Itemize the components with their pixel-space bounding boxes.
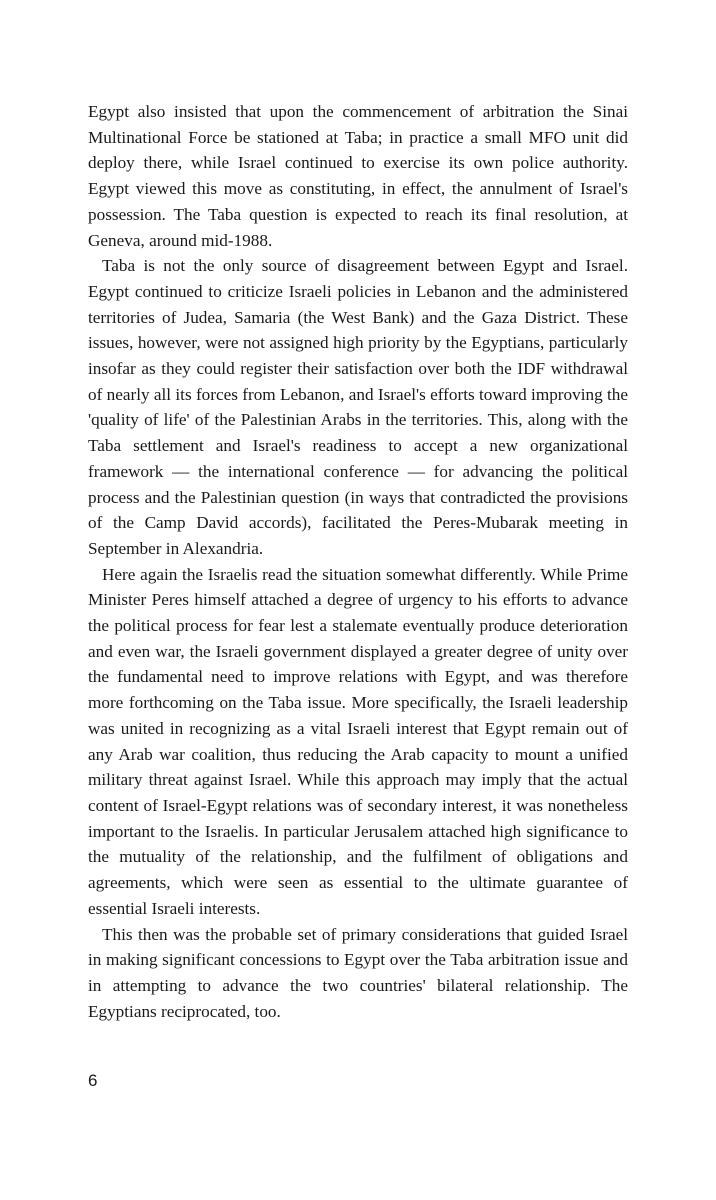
paragraph-1: Egypt also insisted that upon the commencement of arbitration the Sinai Multinational Force be stationed at Taba; in practice a small MFO unit did deploy there, while Israel continued to exercise its own police authority. Egypt viewed this move as constituting, in effect, the annulment of Israel's possession. The Taba question is expected to reach its final resolution, at Geneva, around mid-1988.	[88, 102, 628, 250]
paragraph-4: This then was the probable set of primary considerations that guided Israel in making significant concessions to Egypt over the Taba arbitration issue and in attempting to advance the two countries' bilateral relationship. The Egyptians reciprocated, too.	[88, 924, 628, 1021]
paragraph-3: Here again the Israelis read the situation somewhat differently. While Prime Minister Peres himself attached a degree of urgency to his efforts to advance the political process for fear lest a stalemate eventually produce deterioration and even war, the Israeli government displayed a greater degree of unity over the fundamental need to improve relations with Egypt, and was therefore more forthcoming on the Taba issue. More specifically, the Israeli leadership was united in recognizing as a vital Israeli interest that Egypt remain out of any Arab war coalition, thus reducing the Arab capacity to mount a unified military threat against Israel. While this approach may imply that the actual content of Israel-Egypt relations was of secondary interest, it was nonetheless important to the Israelis. In particular Jerusalem attached high significance to the mutuality of the relationship, and the fulfilment of obligations and agreements, which were seen as essential to the ultimate guarantee of essential Israeli interests.	[88, 564, 628, 918]
page-number: 6	[88, 1071, 98, 1090]
paragraph-2: Taba is not the only source of disagreement between Egypt and Israel. Egypt continued to criticize Israeli policies in Lebanon and the administered territories of Judea, Samaria (the West Bank) and the Gaza District. These issues, however, were not assigned high priority by the Egyptians, particularly insofar as they could register their satisfaction over both the IDF withdrawal of nearly all its forces from Lebanon, and Israel's efforts toward improving the 'quality of life' of the Palestinian Arabs in the territories. This, along with the Taba settlement and Israel's readiness to accept a new organizational framework — the international conference — for advancing the political process and the Palestinian question (in ways that contradicted the provisions of the Camp David accords), facilitated the Peres-Mubarak meeting in September in Alexandria.	[88, 256, 628, 558]
body-text	[88, 99, 628, 1024]
